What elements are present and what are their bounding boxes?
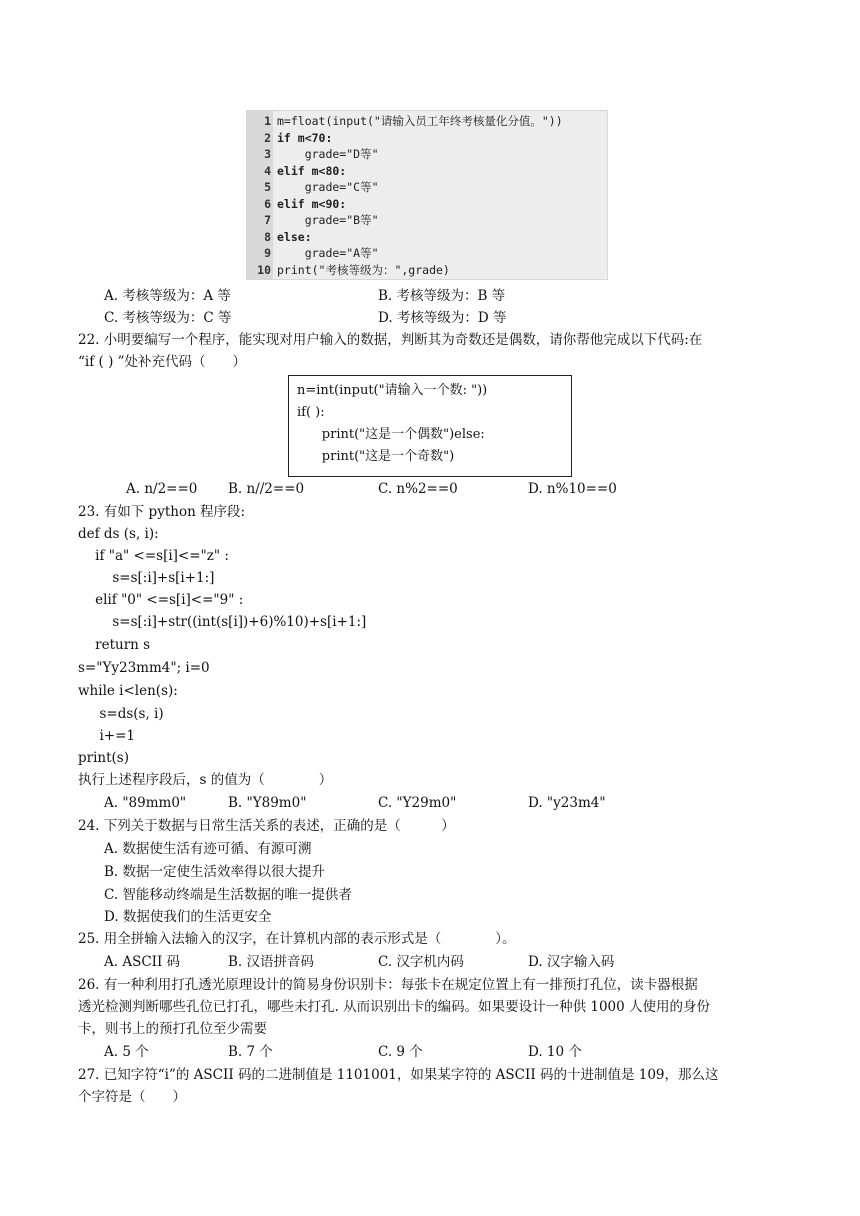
code-line: 6 elif m<90: [264, 196, 347, 211]
q25-option-c: C. 汉字机内码 [378, 954, 464, 970]
q23-code-line: def ds (s, i): [78, 526, 159, 542]
q22-code-line: print("这是一个奇数") [297, 449, 455, 464]
code-line: 4 elif m<80: [264, 163, 347, 178]
q23-option-d: D. "y23m4" [528, 795, 606, 811]
q23-code-line: s="Yy23mm4"; i=0 [78, 660, 210, 676]
q23-code-line: s=s[:i]+str((int(s[i])+6)%10)+s[i+1:] [78, 614, 367, 630]
code-line: 2 if m<70: [264, 130, 333, 145]
q23-option-b: B. "Y89m0" [228, 795, 307, 811]
code-line: 8 else: [264, 229, 312, 244]
code-line: 1 m=float(input("请输入员工年终考核量化分值。")) [264, 114, 563, 128]
q25-option-b: B. 汉语拼音码 [228, 954, 315, 970]
q23-code-line: while i<len(s): [78, 683, 178, 699]
q23-code-line: print(s) [78, 750, 129, 766]
code-line: 5 grade="C等" [264, 180, 379, 194]
q25-option-d: D. 汉字输入码 [528, 954, 615, 970]
q23-code-line: elif "0" <=s[i]<="9" : [78, 592, 244, 608]
code-screenshot [246, 110, 608, 280]
q22-stem-line1: 22. 小明要编写一个程序，能实现对用户输入的数据，判断其为奇数还是偶数，请你帮他完成以下代码:在 [78, 332, 703, 348]
q26-option-b: B. 7 个 [228, 1044, 273, 1060]
q22-code-line: print("这是一个偶数")else: [297, 427, 485, 442]
q23-code-line: i+=1 [78, 728, 135, 744]
q22-option-c: C. n%2==0 [378, 481, 458, 497]
q25-title: 25. 用全拼输入法输入的汉字，在计算机内部的表示形式是（ ）。 [78, 931, 516, 947]
q26-option-c: C. 9 个 [378, 1044, 423, 1060]
q23-title: 23. 有如下 python 程序段: [78, 504, 246, 520]
q27-stem-line1: 27. 已知字符“i”的 ASCII 码的二进制值是 1101001，如果某字符的 ASCII 码的十进制值是 109，那么这 [78, 1067, 719, 1083]
q22-code-line: if( ): [297, 405, 325, 420]
q25-option-a: A. ASCII 码 [104, 954, 181, 970]
q26-stem-line1: 26. 有一种利用打孔透光原理设计的简易身份识别卡：每张卡在规定位置上有一排预打孔位，读卡器根据 [78, 977, 698, 993]
q23-question: 执行上述程序段后，s 的值为（ ） [78, 772, 333, 788]
q23-option-a: A. "89mm0" [104, 795, 187, 811]
q22-stem-line2: “if ( ) ”处补充代码（ ） [78, 354, 247, 370]
q22-code-box [288, 375, 572, 477]
q21-option-c: C. 考核等级为：C 等 [104, 310, 232, 326]
q23-option-c: C. "Y29m0" [378, 795, 457, 811]
code-line: 3 grade="D等" [264, 147, 379, 161]
q22-option-d: D. n%10==0 [528, 481, 617, 497]
q26-option-a: A. 5 个 [104, 1044, 149, 1060]
code-line: 9 grade="A等" [264, 246, 379, 260]
q24-option-c: C. 智能移动终端是生活数据的唯一提供者 [104, 887, 352, 903]
code-line: 7 grade="B等" [264, 213, 379, 227]
q26-stem-line2: 透光检测判断哪些孔位已打孔，哪些未打孔. 从而识别出卡的编码。如果要设计一种供 1000 人使用的身份 [78, 999, 711, 1015]
q23-code-line: if "a" <=s[i]<="z" : [78, 548, 229, 564]
code-line: 10 print("考核等级为：",grade) [257, 262, 450, 277]
q26-stem-line3: 卡，则书上的预打孔位至少需要 [78, 1021, 267, 1037]
q26-option-d: D. 10 个 [528, 1044, 582, 1060]
q27-stem-line2: 个字符是（ ） [78, 1089, 186, 1105]
q24-option-b: B. 数据一定使生活效率得以很大提升 [104, 864, 326, 880]
q24-option-d: D. 数据使我们的生活更安全 [104, 909, 272, 925]
q23-code-line: return s [78, 637, 151, 653]
q24-title: 24. 下列关于数据与日常生活关系的表述，正确的是（ ） [78, 818, 455, 834]
q21-option-a: A. 考核等级为：A 等 [104, 288, 231, 304]
q22-code-line: n=int(input("请输入一个数: ")) [297, 383, 488, 398]
q24-option-a: A. 数据使生活有迹可循、有源可溯 [104, 841, 312, 857]
q22-option-b: B. n//2==0 [228, 481, 305, 497]
q21-option-d: D. 考核等级为：D 等 [378, 310, 507, 326]
q23-code-line: s=s[:i]+s[i+1:] [78, 570, 215, 586]
q21-option-b: B. 考核等级为：B 等 [378, 288, 506, 304]
q23-code-line: s=ds(s, i) [78, 706, 164, 722]
q22-option-a: A. n/2==0 [126, 481, 198, 497]
